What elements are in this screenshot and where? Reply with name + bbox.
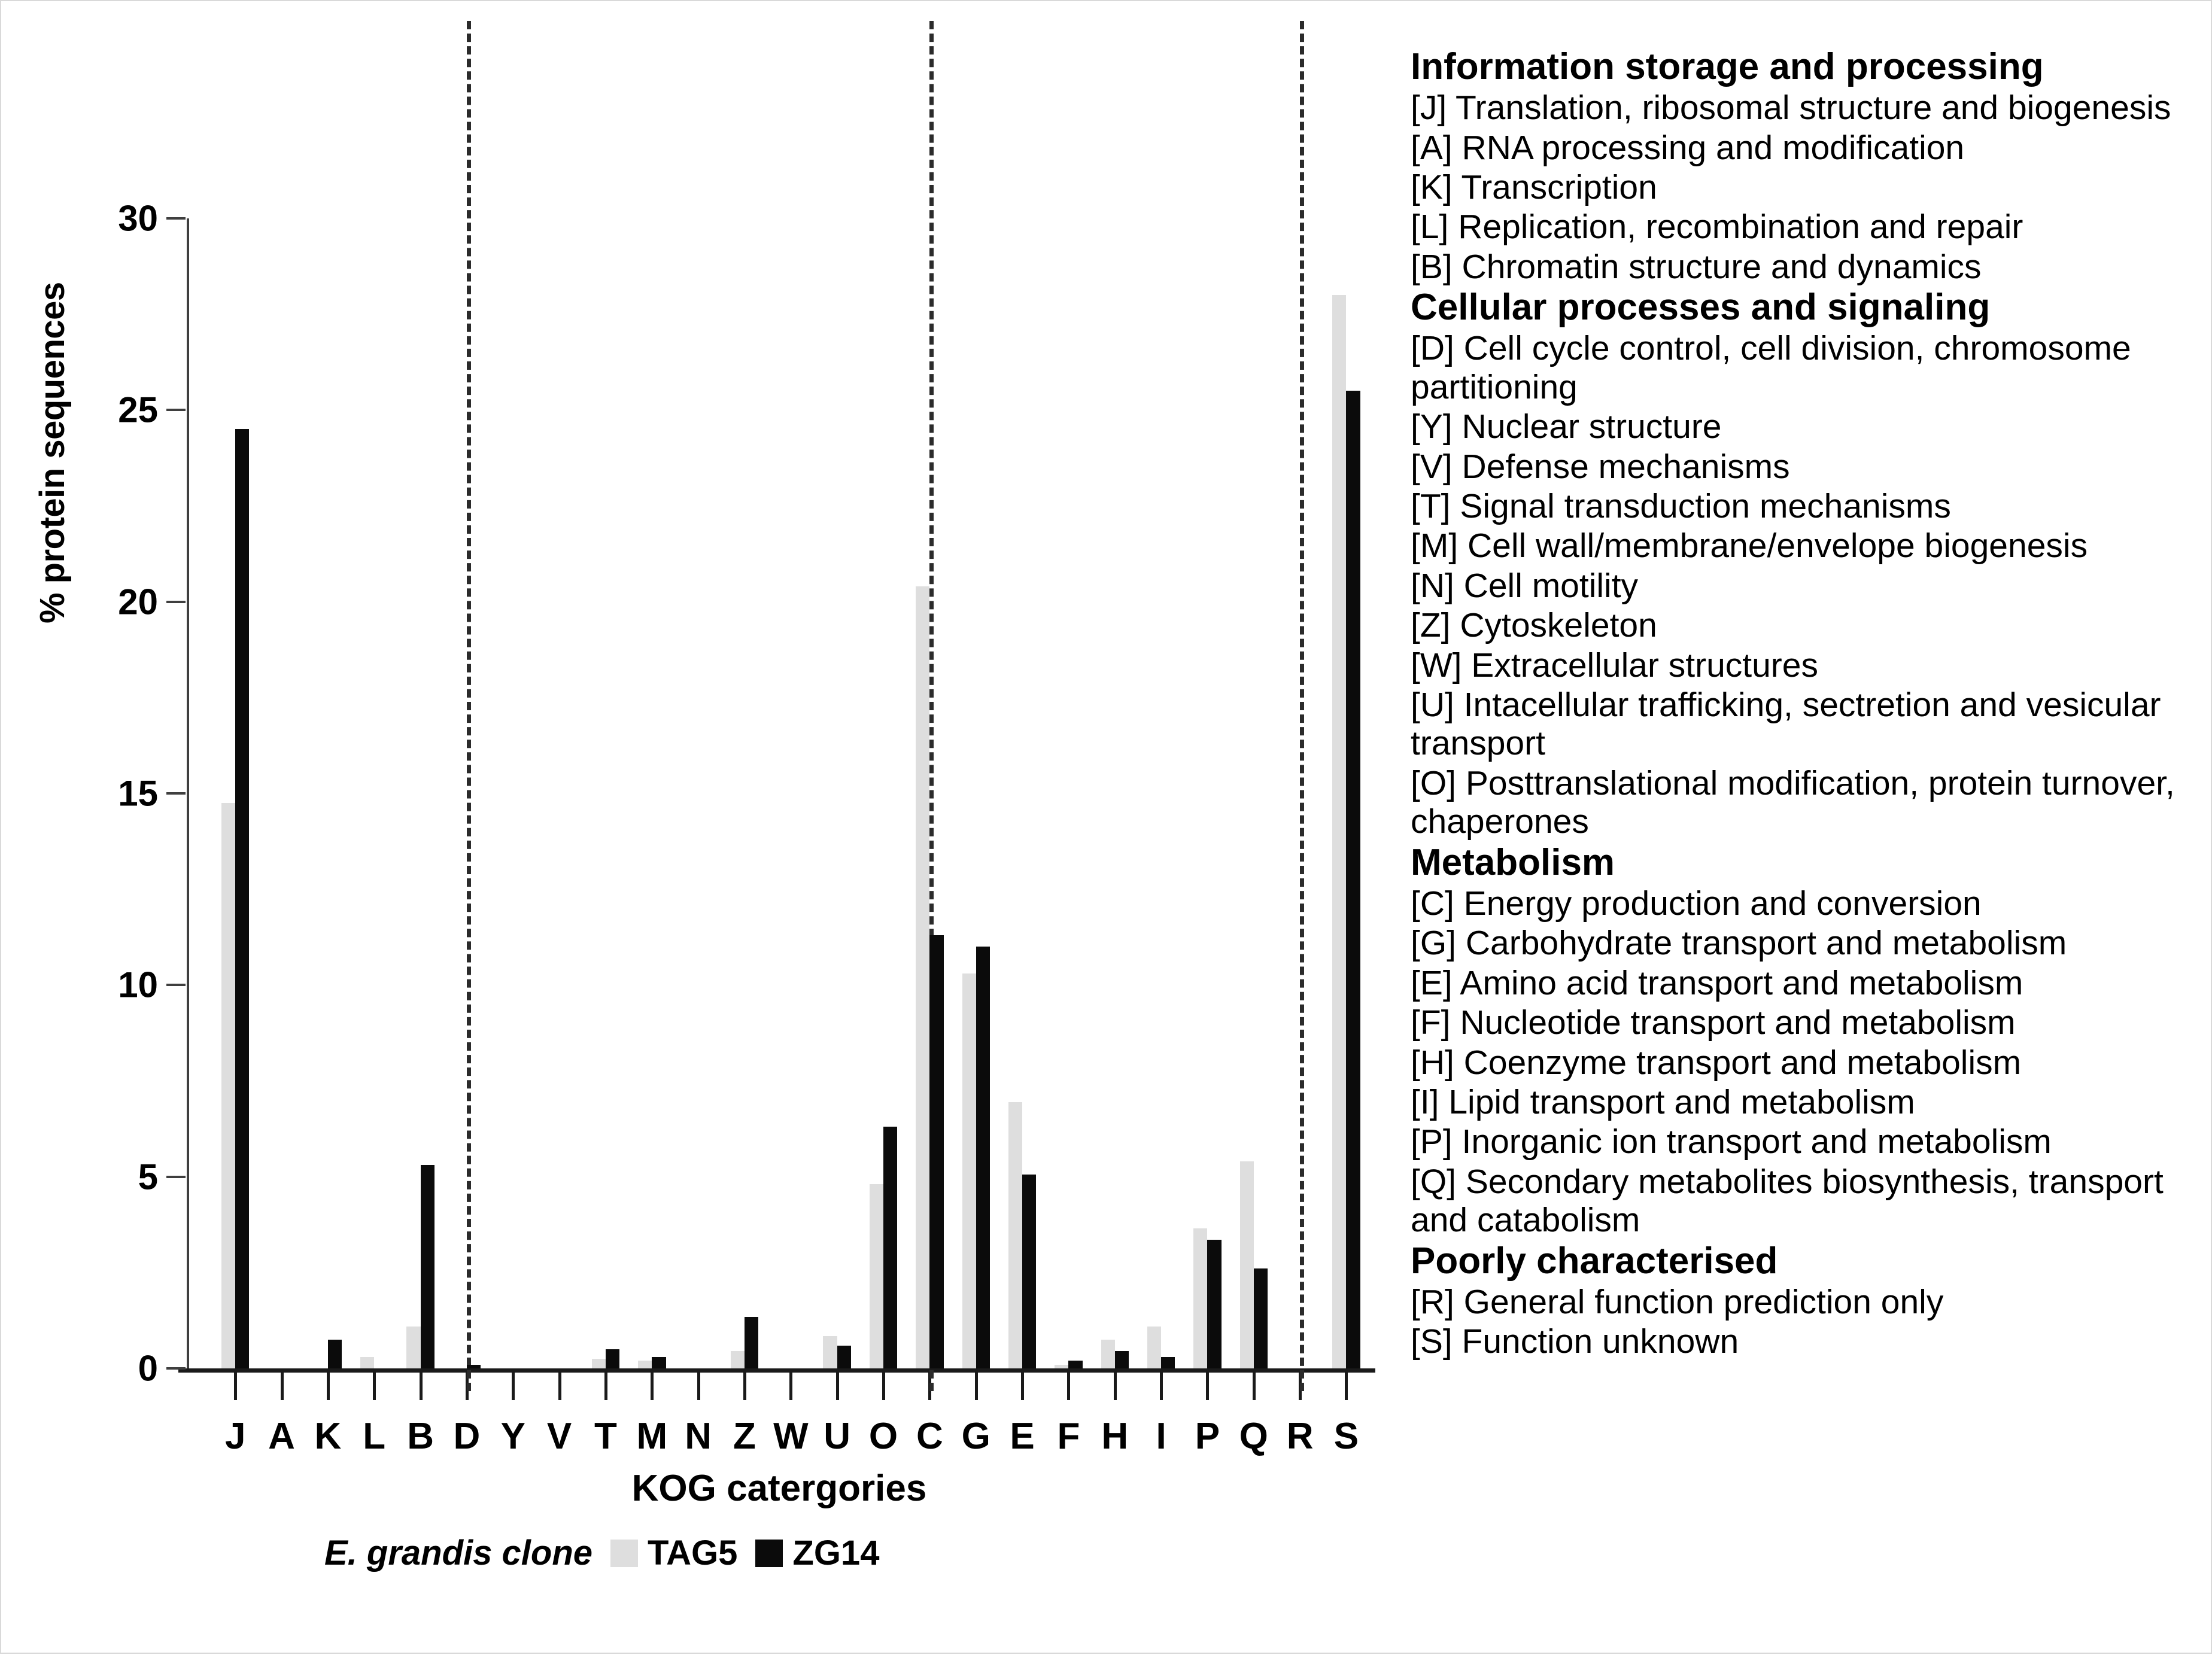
legend-entry-zg14 xyxy=(755,1533,879,1573)
bar-ZG14-O xyxy=(883,1127,897,1368)
bar-ZG14-J xyxy=(235,429,249,1368)
x-axis-tick-label-T: T xyxy=(594,1416,617,1457)
legend-category-item: [O] Posttranslational modification, protein turnover, chaperones xyxy=(1411,763,2175,841)
x-axis-tick xyxy=(975,1373,978,1400)
x-axis-line xyxy=(178,1368,1375,1373)
x-axis-tick-label-V: V xyxy=(546,1416,572,1457)
legend-swatch-zg14 xyxy=(755,1540,783,1567)
x-axis-tick xyxy=(1114,1373,1117,1400)
x-axis-tick xyxy=(1067,1373,1070,1400)
y-axis-tick-label: 20 xyxy=(118,582,158,622)
y-axis-line xyxy=(187,218,189,1368)
x-axis-tick xyxy=(1253,1373,1256,1400)
x-axis-tick xyxy=(697,1373,700,1400)
legend-category-item: [K] Transcription xyxy=(1411,168,1657,206)
legend-category-item: [W] Extracellular structures xyxy=(1411,646,1818,684)
x-axis-tick-label-F: F xyxy=(1057,1416,1080,1457)
y-axis-tick xyxy=(166,792,186,795)
x-axis-tick xyxy=(651,1373,654,1400)
bar-TAG5-Q xyxy=(1240,1161,1254,1368)
bar-ZG14-G xyxy=(976,947,990,1368)
x-axis-tick-label-Z: Z xyxy=(733,1416,756,1457)
x-axis-tick xyxy=(836,1373,839,1400)
bar-TAG5-Z xyxy=(731,1351,745,1368)
legend-category-item: [H] Coenzyme transport and metabolism xyxy=(1411,1043,2022,1082)
x-axis-tick xyxy=(604,1373,607,1400)
x-axis-tick xyxy=(1206,1373,1209,1400)
y-axis-tick-label: 15 xyxy=(118,773,158,814)
x-axis-tick-label-G: G xyxy=(961,1416,990,1457)
bar-ZG14-Q xyxy=(1254,1268,1268,1368)
legend-category-item: [S] Function unknown xyxy=(1411,1322,1739,1361)
legend-category-item: [P] Inorganic ion transport and metabolism xyxy=(1411,1122,2052,1161)
bar-ZG14-Z xyxy=(745,1317,758,1368)
bar-TAG5-E xyxy=(1008,1102,1022,1368)
x-axis-title-wrap xyxy=(187,1467,1372,1510)
x-axis-tick-label-E: E xyxy=(1010,1416,1035,1457)
x-axis-tick-label-N: N xyxy=(685,1416,712,1457)
x-axis-tick-label-M: M xyxy=(636,1416,668,1457)
legend-category-item: [A] RNA processing and modification xyxy=(1411,128,1965,167)
bar-TAG5-I xyxy=(1147,1327,1161,1368)
y-axis-tick xyxy=(166,984,186,986)
y-axis-tick-label: 30 xyxy=(118,198,158,239)
bar-TAG5-L xyxy=(360,1357,374,1368)
x-axis-tick xyxy=(281,1373,284,1400)
y-axis-label: % protein sequences xyxy=(33,282,72,623)
legend-category-item: [T] Signal transduction mechanisms xyxy=(1411,487,1951,526)
x-axis-tick-label-D: D xyxy=(453,1416,481,1457)
x-axis-tick-label-S: S xyxy=(1333,1416,1359,1457)
legend-category-item: [Z] Cytoskeleton xyxy=(1411,606,1657,645)
legend-category-item: [V] Defense mechanisms xyxy=(1411,447,1790,486)
bar-TAG5-B xyxy=(406,1327,420,1368)
legend-group-heading: Poorly characterised xyxy=(1411,1240,1778,1282)
legend-entry-tag5 xyxy=(610,1533,737,1573)
legend-category-item: [L] Replication, recombination and repair xyxy=(1411,208,2023,247)
bar-TAG5-H xyxy=(1101,1340,1115,1368)
bar-ZG14-K xyxy=(328,1340,342,1368)
bar-TAG5-F xyxy=(1055,1365,1068,1368)
legend-category-item: [C] Energy production and conversion xyxy=(1411,884,1982,923)
legend-category-item: [E] Amino acid transport and metabolism xyxy=(1411,963,2023,1002)
x-axis-tick-label-L: L xyxy=(363,1416,386,1457)
x-axis-tick xyxy=(1345,1373,1348,1400)
x-axis-tick xyxy=(882,1373,885,1400)
legend-category-item: [N] Cell motility xyxy=(1411,566,1639,605)
x-axis-tick xyxy=(234,1373,237,1400)
legend-category-item: [Y] Nuclear structure xyxy=(1411,407,1722,446)
bar-TAG5-C xyxy=(916,586,929,1368)
x-axis-tick-label-H: H xyxy=(1101,1416,1129,1457)
y-axis-tick xyxy=(166,1367,186,1370)
bar-ZG14-D xyxy=(467,1365,481,1368)
x-axis-tick-label-R: R xyxy=(1286,1416,1314,1457)
bar-ZG14-E xyxy=(1022,1175,1036,1368)
y-axis-tick xyxy=(166,601,186,603)
x-axis-tick-label-I: I xyxy=(1156,1416,1166,1457)
y-axis-tick-label: 10 xyxy=(118,965,158,1005)
bar-ZG14-U xyxy=(837,1346,851,1368)
bar-TAG5-P xyxy=(1193,1228,1207,1368)
series-legend xyxy=(324,1533,879,1573)
bar-TAG5-J xyxy=(221,803,235,1368)
plot-area xyxy=(118,198,1372,1457)
group-divider xyxy=(467,21,471,1391)
x-axis-tick xyxy=(327,1373,330,1400)
bar-ZG14-S xyxy=(1346,391,1360,1368)
legend-label-tag5: TAG5 xyxy=(648,1534,738,1572)
legend-category-item: [Q] Secondary metabolites biosynthesis, transport and catabolism xyxy=(1411,1162,2164,1240)
bar-ZG14-C xyxy=(929,935,943,1368)
bar-TAG5-U xyxy=(823,1336,837,1368)
legend-group-heading: Information storage and processing xyxy=(1411,46,2044,87)
x-axis-tick-label-A: A xyxy=(268,1416,295,1457)
bar-ZG14-P xyxy=(1207,1240,1221,1368)
kog-category-legend xyxy=(1411,47,2189,1362)
bar-ZG14-I xyxy=(1161,1357,1175,1368)
legend-category-item: [D] Cell cycle control, cell division, chromosome partitioning xyxy=(1411,329,2131,406)
bar-TAG5-O xyxy=(870,1184,883,1368)
legend-category-item: [R] General function prediction only xyxy=(1411,1282,1944,1321)
legend-category-item: [I] Lipid transport and metabolism xyxy=(1411,1082,1915,1121)
legend-group-heading: Metabolism xyxy=(1411,841,1615,883)
x-axis-tick-label-P: P xyxy=(1195,1416,1220,1457)
x-axis-title: KOG catergories xyxy=(631,1468,927,1509)
legend-swatch-tag5 xyxy=(610,1540,638,1567)
legend-category-item: [B] Chromatin structure and dynamics xyxy=(1411,247,1982,286)
x-axis-tick-label-O: O xyxy=(868,1416,898,1457)
x-axis-tick xyxy=(743,1373,746,1400)
legend-group-heading: Cellular processes and signaling xyxy=(1411,287,1991,328)
x-axis-tick xyxy=(558,1373,561,1400)
legend-category-item: [M] Cell wall/membrane/envelope biogenesis xyxy=(1411,527,2088,565)
x-axis-tick-label-Y: Y xyxy=(500,1416,525,1457)
x-axis-tick xyxy=(420,1373,423,1400)
bar-TAG5-T xyxy=(592,1359,606,1368)
x-axis-tick xyxy=(1160,1373,1163,1400)
x-axis-tick xyxy=(789,1373,792,1400)
legend-label-zg14: ZG14 xyxy=(792,1534,880,1572)
x-axis-tick-label-Q: Q xyxy=(1239,1416,1268,1457)
x-axis-tick-label-W: W xyxy=(773,1416,809,1457)
legend-category-item: [J] Translation, ribosomal structure and biogenesis xyxy=(1411,89,2171,127)
bar-ZG14-M xyxy=(652,1357,666,1368)
clone-label: E. grandis clone xyxy=(324,1534,592,1572)
bar-ZG14-F xyxy=(1068,1361,1082,1368)
bar-TAG5-G xyxy=(962,973,976,1368)
bar-TAG5-S xyxy=(1332,295,1346,1368)
chart-panel xyxy=(1,1,1390,1655)
x-axis-tick xyxy=(512,1373,515,1400)
legend-category-item: [F] Nucleotide transport and metabolism xyxy=(1411,1003,2016,1042)
x-axis-tick-label-J: J xyxy=(224,1416,246,1457)
x-axis-tick xyxy=(1021,1373,1024,1400)
y-axis-tick xyxy=(166,217,186,220)
x-axis-tick xyxy=(373,1373,376,1400)
y-axis-tick-label: 5 xyxy=(138,1157,158,1197)
bar-TAG5-M xyxy=(638,1361,652,1368)
y-axis-tick-label: 25 xyxy=(118,390,158,430)
x-axis-tick-label-U: U xyxy=(824,1416,851,1457)
legend-category-item: [U] Intacellular trafficking, sectretion and vesicular transport xyxy=(1411,686,2161,763)
x-axis-tick-label-K: K xyxy=(314,1416,342,1457)
bar-ZG14-B xyxy=(421,1165,434,1368)
group-divider xyxy=(1300,21,1304,1391)
y-axis-tick xyxy=(166,409,186,411)
x-axis-tick-label-C: C xyxy=(916,1416,943,1457)
y-axis-tick xyxy=(166,1176,186,1178)
bar-ZG14-T xyxy=(606,1349,619,1368)
legend-category-item: [G] Carbohydrate transport and metabolism xyxy=(1411,924,2067,963)
x-axis-tick-label-B: B xyxy=(407,1416,434,1457)
bar-ZG14-H xyxy=(1115,1351,1129,1368)
y-axis-tick-label: 0 xyxy=(138,1348,158,1389)
